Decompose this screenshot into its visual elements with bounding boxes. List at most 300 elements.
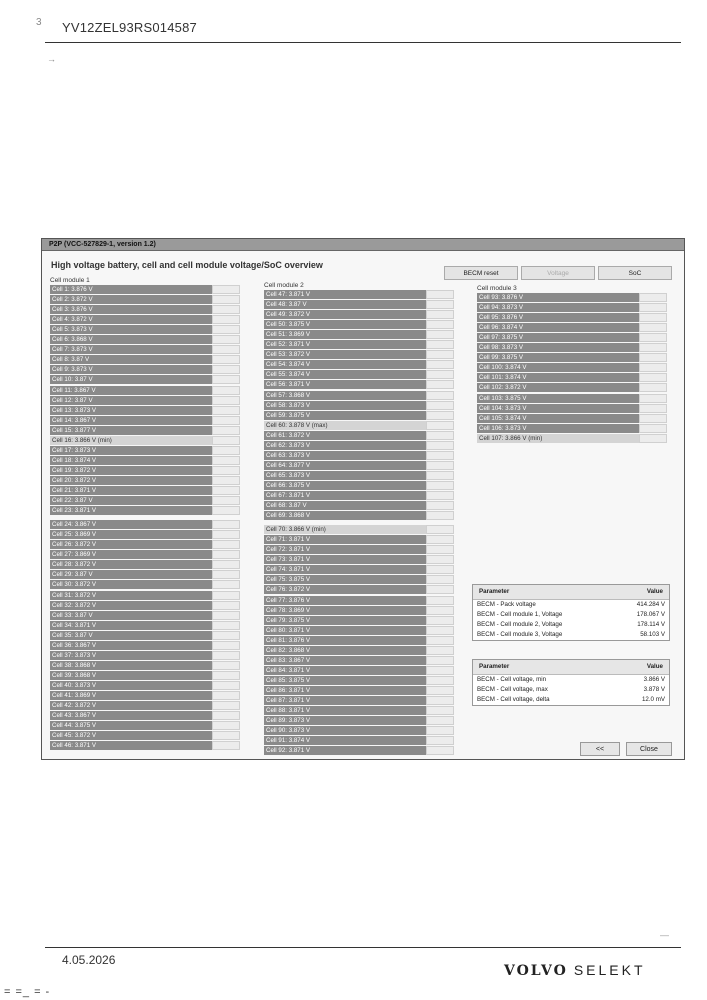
cell-value-box — [212, 456, 240, 465]
cell-value-box — [212, 305, 240, 314]
cell-voltage-label: Cell 5: 3.873 V — [50, 325, 212, 334]
cell-value-box — [426, 545, 454, 554]
cell-row — [50, 506, 240, 515]
value-cell: 58.103 V — [640, 631, 665, 638]
cell-row — [264, 441, 454, 450]
cell-value-box — [212, 335, 240, 344]
table-row — [473, 695, 669, 705]
param-cell: BECM - Cell voltage, max — [477, 686, 548, 693]
cell-voltage-label: Cell 29: 3.87 V — [50, 570, 212, 579]
cell-value-box — [212, 691, 240, 700]
cell-voltage-label: Cell 65: 3.873 V — [264, 471, 426, 480]
cell-row — [264, 471, 454, 480]
cell-voltage-label: Cell 96: 3.874 V — [477, 323, 639, 332]
cell-row — [50, 496, 240, 505]
volvo-selekt-logo — [504, 962, 646, 979]
cell-row — [264, 656, 454, 665]
cell-row — [477, 363, 667, 372]
cell-voltage-label: Cell 70: 3.866 V (min) — [264, 525, 426, 534]
cell-voltage-label: Cell 81: 3.876 V — [264, 636, 426, 645]
cell-value-box — [426, 471, 454, 480]
cell-row — [50, 570, 240, 579]
param-cell: BECM - Cell voltage, delta — [477, 696, 550, 703]
cell-value-box — [426, 585, 454, 594]
vin-number: YV12ZEL93RS014587 — [62, 20, 197, 35]
cell-row — [264, 626, 454, 635]
cell-voltage-label: Cell 9: 3.873 V — [50, 365, 212, 374]
cell-value-box — [212, 611, 240, 620]
cell-row — [50, 375, 240, 384]
cell-voltage-label: Cell 18: 3.874 V — [50, 456, 212, 465]
scan-mark: 3 — [36, 17, 42, 28]
cell-row — [264, 421, 454, 430]
cell-value-box — [212, 486, 240, 495]
value-header: Value — [646, 663, 663, 670]
cell-row — [264, 575, 454, 584]
becm-reset-button[interactable]: BECM reset — [444, 266, 518, 280]
cell-row — [50, 681, 240, 690]
cell-voltage-label: Cell 31: 3.872 V — [50, 591, 212, 600]
cell-voltage-table — [472, 659, 670, 706]
cell-value-box — [212, 506, 240, 515]
cell-value-box — [426, 696, 454, 705]
pack-voltage-table — [472, 584, 670, 641]
cell-value-box — [426, 320, 454, 329]
cell-row — [264, 646, 454, 655]
cell-value-box — [426, 511, 454, 520]
cell-row — [50, 651, 240, 660]
cell-value-box — [426, 310, 454, 319]
cell-value-box — [212, 496, 240, 505]
param-cell: BECM - Cell voltage, min — [477, 676, 547, 683]
window-title: P2P (VCC-527829-1, version 1.2) — [49, 241, 156, 248]
cell-row — [264, 380, 454, 389]
cell-row — [50, 406, 240, 415]
cell-value-box — [212, 601, 240, 610]
value-cell: 178.067 V — [636, 611, 665, 618]
cell-row — [50, 315, 240, 324]
cell-row — [50, 631, 240, 640]
cell-row — [50, 691, 240, 700]
cell-voltage-label: Cell 88: 3.871 V — [264, 706, 426, 715]
cell-row — [50, 540, 240, 549]
cell-voltage-label: Cell 103: 3.875 V — [477, 394, 639, 403]
cell-voltage-label: Cell 13: 3.873 V — [50, 406, 212, 415]
cell-row — [264, 511, 454, 520]
cell-row — [50, 396, 240, 405]
cell-row — [50, 305, 240, 314]
cell-row — [50, 446, 240, 455]
cell-voltage-label: Cell 90: 3.873 V — [264, 726, 426, 735]
cell-value-box — [212, 446, 240, 455]
cell-row — [264, 666, 454, 675]
table-row — [473, 675, 669, 685]
cell-voltage-label: Cell 11: 3.867 V — [50, 386, 212, 395]
cell-row — [50, 601, 240, 610]
cell-voltage-label: Cell 106: 3.873 V — [477, 424, 639, 433]
cell-voltage-label: Cell 85: 3.875 V — [264, 676, 426, 685]
voltage-button[interactable]: Voltage — [521, 266, 595, 280]
cell-row — [264, 525, 454, 534]
cell-row — [477, 323, 667, 332]
cell-voltage-label: Cell 53: 3.872 V — [264, 350, 426, 359]
cell-voltage-label: Cell 79: 3.875 V — [264, 616, 426, 625]
close-button[interactable]: Close — [626, 742, 672, 756]
cell-voltage-label: Cell 49: 3.872 V — [264, 310, 426, 319]
table-row — [473, 610, 669, 620]
cell-row — [50, 580, 240, 589]
cell-value-box — [212, 701, 240, 710]
cell-row — [477, 293, 667, 302]
cell-value-box — [212, 406, 240, 415]
cell-voltage-label: Cell 102: 3.872 V — [477, 383, 639, 392]
cell-row — [264, 340, 454, 349]
cell-voltage-label: Cell 52: 3.871 V — [264, 340, 426, 349]
cell-row — [264, 676, 454, 685]
cell-row — [264, 481, 454, 490]
cell-voltage-label: Cell 3: 3.876 V — [50, 305, 212, 314]
cell-voltage-label: Cell 50: 3.875 V — [264, 320, 426, 329]
cell-value-box — [426, 686, 454, 695]
cell-row — [50, 550, 240, 559]
cell-value-box — [426, 746, 454, 755]
cell-row — [50, 285, 240, 294]
logo-brand: VOLVO — [504, 963, 568, 979]
cell-value-box — [426, 300, 454, 309]
cell-voltage-label: Cell 1: 3.876 V — [50, 285, 212, 294]
cell-voltage-label: Cell 58: 3.873 V — [264, 401, 426, 410]
cell-row — [477, 313, 667, 322]
cell-value-box — [426, 736, 454, 745]
cell-voltage-label: Cell 92: 3.871 V — [264, 746, 426, 755]
cell-row — [50, 335, 240, 344]
cell-row — [264, 616, 454, 625]
cell-voltage-label: Cell 66: 3.875 V — [264, 481, 426, 490]
cell-row — [264, 491, 454, 500]
cell-voltage-label: Cell 78: 3.869 V — [264, 606, 426, 615]
cell-value-box — [426, 726, 454, 735]
param-header: Parameter — [479, 663, 510, 670]
cell-value-box — [426, 706, 454, 715]
cell-value-box — [212, 416, 240, 425]
cell-row — [50, 701, 240, 710]
cell-voltage-label: Cell 54: 3.874 V — [264, 360, 426, 369]
cell-row — [264, 330, 454, 339]
value-cell: 3.866 V — [643, 676, 665, 683]
cell-row — [264, 360, 454, 369]
cell-voltage-label: Cell 17: 3.873 V — [50, 446, 212, 455]
cell-voltage-label: Cell 28: 3.872 V — [50, 560, 212, 569]
cell-value-box — [212, 560, 240, 569]
cell-row — [264, 686, 454, 695]
cell-module-title: Cell module 3 — [477, 285, 517, 292]
cell-voltage-label: Cell 55: 3.874 V — [264, 370, 426, 379]
cell-voltage-label: Cell 80: 3.871 V — [264, 626, 426, 635]
cell-row — [50, 591, 240, 600]
cell-voltage-label: Cell 37: 3.873 V — [50, 651, 212, 660]
cell-row — [264, 716, 454, 725]
cell-value-box — [426, 330, 454, 339]
table-header — [473, 660, 669, 675]
cell-voltage-label: Cell 24: 3.867 V — [50, 520, 212, 529]
cell-voltage-label: Cell 94: 3.873 V — [477, 303, 639, 312]
cell-value-box — [639, 333, 667, 342]
cell-voltage-label: Cell 34: 3.871 V — [50, 621, 212, 630]
cell-voltage-label: Cell 63: 3.873 V — [264, 451, 426, 460]
cell-row — [50, 741, 240, 750]
value-cell: 178.114 V — [637, 621, 665, 628]
cell-value-box — [426, 646, 454, 655]
cell-voltage-label: Cell 89: 3.873 V — [264, 716, 426, 725]
cell-value-box — [426, 421, 454, 430]
cell-row — [50, 416, 240, 425]
cell-row — [264, 310, 454, 319]
cell-voltage-label: Cell 99: 3.875 V — [477, 353, 639, 362]
cell-row — [477, 343, 667, 352]
cell-row — [264, 565, 454, 574]
cell-value-box — [426, 565, 454, 574]
cell-value-box — [426, 676, 454, 685]
scan-mark: — — [660, 930, 669, 940]
cell-voltage-label: Cell 16: 3.866 V (min) — [50, 436, 212, 445]
cell-row — [50, 611, 240, 620]
cell-voltage-label: Cell 32: 3.872 V — [50, 601, 212, 610]
cell-voltage-label: Cell 23: 3.871 V — [50, 506, 212, 515]
cell-value-box — [639, 404, 667, 413]
param-cell: BECM - Pack voltage — [477, 601, 536, 608]
cell-value-box — [426, 575, 454, 584]
cell-voltage-label: Cell 10: 3.87 V — [50, 375, 212, 384]
cell-voltage-label: Cell 83: 3.867 V — [264, 656, 426, 665]
cell-row — [264, 461, 454, 470]
cell-row — [50, 711, 240, 720]
cell-value-box — [426, 451, 454, 460]
cell-row — [477, 333, 667, 342]
cell-value-box — [639, 424, 667, 433]
cell-value-box — [212, 570, 240, 579]
cell-row — [50, 621, 240, 630]
cell-voltage-label: Cell 91: 3.874 V — [264, 736, 426, 745]
cell-row — [50, 345, 240, 354]
cell-voltage-label: Cell 105: 3.874 V — [477, 414, 639, 423]
table-row — [473, 685, 669, 695]
footer-rule — [45, 947, 681, 948]
cell-value-box — [212, 741, 240, 750]
cell-value-box — [212, 621, 240, 630]
cell-voltage-label: Cell 42: 3.872 V — [50, 701, 212, 710]
cell-voltage-label: Cell 27: 3.869 V — [50, 550, 212, 559]
cell-row — [477, 424, 667, 433]
cell-voltage-label: Cell 19: 3.872 V — [50, 466, 212, 475]
cell-voltage-label: Cell 56: 3.871 V — [264, 380, 426, 389]
cell-value-box — [212, 386, 240, 395]
cell-voltage-label: Cell 47: 3.871 V — [264, 290, 426, 299]
cell-value-box — [426, 431, 454, 440]
cell-row — [264, 350, 454, 359]
cell-row — [264, 736, 454, 745]
cell-voltage-label: Cell 62: 3.873 V — [264, 441, 426, 450]
cell-value-box — [426, 380, 454, 389]
cell-value-box — [212, 651, 240, 660]
cell-voltage-label: Cell 72: 3.871 V — [264, 545, 426, 554]
cell-value-box — [426, 441, 454, 450]
value-cell: 12.0 mV — [641, 696, 665, 703]
cell-row — [50, 436, 240, 445]
cell-voltage-label: Cell 84: 3.871 V — [264, 666, 426, 675]
cell-voltage-label: Cell 33: 3.87 V — [50, 611, 212, 620]
cell-row — [477, 373, 667, 382]
cell-voltage-label: Cell 41: 3.869 V — [50, 691, 212, 700]
cell-voltage-label: Cell 107: 3.866 V (min) — [477, 434, 639, 443]
cell-row — [264, 596, 454, 605]
cell-value-box — [426, 555, 454, 564]
cell-voltage-label: Cell 97: 3.875 V — [477, 333, 639, 342]
cell-row — [264, 300, 454, 309]
cell-row — [264, 555, 454, 564]
cell-row — [264, 391, 454, 400]
cell-voltage-label: Cell 48: 3.87 V — [264, 300, 426, 309]
cell-value-box — [212, 681, 240, 690]
cell-voltage-label: Cell 2: 3.872 V — [50, 295, 212, 304]
cell-value-box — [426, 606, 454, 615]
cell-row — [264, 431, 454, 440]
cell-value-box — [426, 491, 454, 500]
cell-voltage-label: Cell 67: 3.871 V — [264, 491, 426, 500]
cell-row — [50, 476, 240, 485]
cell-value-box — [426, 525, 454, 534]
cell-row — [50, 731, 240, 740]
cell-voltage-label: Cell 95: 3.876 V — [477, 313, 639, 322]
cell-voltage-label: Cell 76: 3.872 V — [264, 585, 426, 594]
cell-row — [50, 661, 240, 670]
cell-voltage-label: Cell 87: 3.871 V — [264, 696, 426, 705]
cell-row — [50, 721, 240, 730]
cell-row — [477, 383, 667, 392]
diagnostic-window — [41, 238, 685, 760]
cell-value-box — [426, 501, 454, 510]
cell-value-box — [212, 466, 240, 475]
cell-value-box — [426, 535, 454, 544]
cell-value-box — [426, 666, 454, 675]
cell-row — [264, 411, 454, 420]
table-row — [473, 630, 669, 640]
value-header: Value — [646, 588, 663, 595]
cell-value-box — [212, 641, 240, 650]
cell-value-box — [639, 383, 667, 392]
cell-row — [477, 414, 667, 423]
value-cell: 3.878 V — [643, 686, 665, 693]
cell-value-box — [212, 631, 240, 640]
param-cell: BECM - Cell module 2, Voltage — [477, 621, 563, 628]
cell-row — [50, 325, 240, 334]
cell-value-box — [639, 414, 667, 423]
cell-value-box — [212, 550, 240, 559]
cell-value-box — [212, 661, 240, 670]
cell-value-box — [426, 411, 454, 420]
cell-row — [50, 295, 240, 304]
cell-voltage-label: Cell 36: 3.867 V — [50, 641, 212, 650]
cell-value-box — [639, 363, 667, 372]
cell-value-box — [212, 426, 240, 435]
cell-row — [264, 726, 454, 735]
cell-row — [50, 466, 240, 475]
cell-row — [264, 545, 454, 554]
cell-value-box — [426, 340, 454, 349]
cell-value-box — [639, 343, 667, 352]
cell-value-box — [426, 350, 454, 359]
cell-row — [50, 530, 240, 539]
cell-value-box — [212, 591, 240, 600]
cell-row — [50, 386, 240, 395]
cell-value-box — [212, 711, 240, 720]
cell-voltage-label: Cell 69: 3.868 V — [264, 511, 426, 520]
cell-row — [477, 404, 667, 413]
cell-module-title: Cell module 2 — [264, 282, 304, 289]
cell-value-box — [212, 540, 240, 549]
cell-row — [264, 696, 454, 705]
cell-value-box — [426, 596, 454, 605]
param-cell: BECM - Cell module 1, Voltage — [477, 611, 563, 618]
cell-voltage-label: Cell 60: 3.878 V (max) — [264, 421, 426, 430]
cell-row — [264, 501, 454, 510]
cell-row — [50, 456, 240, 465]
cell-voltage-label: Cell 57: 3.868 V — [264, 391, 426, 400]
cell-value-box — [212, 436, 240, 445]
cell-voltage-label: Cell 43: 3.867 V — [50, 711, 212, 720]
cell-voltage-label: Cell 25: 3.869 V — [50, 530, 212, 539]
cell-row — [50, 365, 240, 374]
cell-value-box — [426, 716, 454, 725]
cell-value-box — [426, 636, 454, 645]
cell-row — [50, 486, 240, 495]
cell-value-box — [639, 434, 667, 443]
header-rule — [45, 42, 681, 43]
cell-voltage-label: Cell 4: 3.872 V — [50, 315, 212, 324]
cell-voltage-label: Cell 101: 3.874 V — [477, 373, 639, 382]
cell-voltage-label: Cell 61: 3.872 V — [264, 431, 426, 440]
cell-voltage-label: Cell 98: 3.873 V — [477, 343, 639, 352]
cell-value-box — [426, 461, 454, 470]
cell-module-title: Cell module 1 — [50, 277, 90, 284]
cell-value-box — [212, 731, 240, 740]
cell-value-box — [212, 396, 240, 405]
report-date: 4.05.2026 — [62, 953, 116, 967]
cell-value-box — [639, 313, 667, 322]
page-title: High voltage battery, cell and cell module voltage/SoC overview — [51, 260, 323, 270]
cell-row — [264, 290, 454, 299]
cell-row — [477, 434, 667, 443]
cell-voltage-label: Cell 20: 3.872 V — [50, 476, 212, 485]
cell-value-box — [426, 481, 454, 490]
back-button[interactable]: << — [580, 742, 620, 756]
cell-row — [50, 426, 240, 435]
cell-row — [264, 706, 454, 715]
cell-voltage-label: Cell 35: 3.87 V — [50, 631, 212, 640]
cell-row — [50, 671, 240, 680]
cell-value-box — [212, 580, 240, 589]
soc-button[interactable]: SoC — [598, 266, 672, 280]
cell-voltage-label: Cell 46: 3.871 V — [50, 741, 212, 750]
cell-value-box — [639, 303, 667, 312]
cell-voltage-label: Cell 59: 3.875 V — [264, 411, 426, 420]
cell-value-box — [426, 401, 454, 410]
cell-voltage-label: Cell 100: 3.874 V — [477, 363, 639, 372]
cell-voltage-label: Cell 15: 3.877 V — [50, 426, 212, 435]
cell-value-box — [212, 355, 240, 364]
cell-voltage-label: Cell 8: 3.87 V — [50, 355, 212, 364]
cell-value-box — [212, 295, 240, 304]
cell-value-box — [212, 365, 240, 374]
